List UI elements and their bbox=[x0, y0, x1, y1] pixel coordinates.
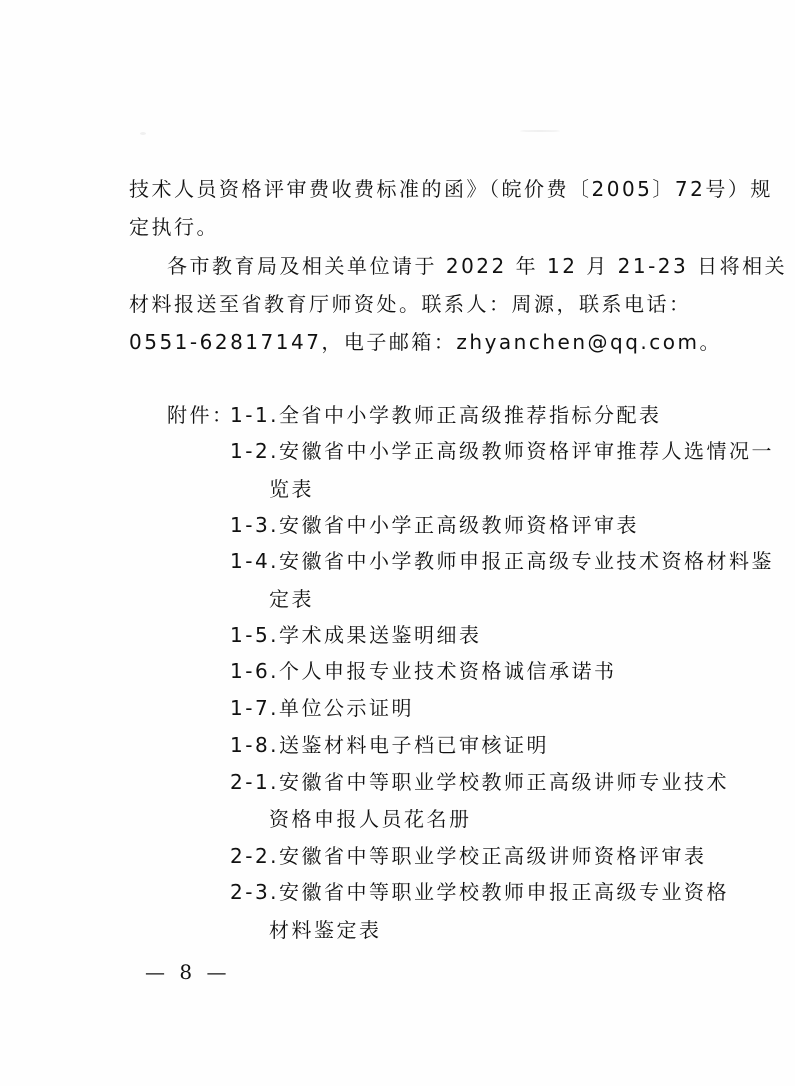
attachment-item-continuation: 览表 bbox=[269, 477, 314, 501]
attachment-item-continuation: 资格申报人员花名册 bbox=[269, 807, 472, 831]
attachment-item: 1-5.学术成果送鉴明细表 bbox=[230, 623, 482, 647]
scan-artifact bbox=[140, 132, 146, 135]
attachment-item-continuation: 定表 bbox=[269, 587, 314, 611]
attachments-label: 附件： bbox=[167, 403, 235, 427]
attachment-item: 2-2.安徽省中等职业学校正高级讲师资格评审表 bbox=[230, 844, 707, 868]
attachment-item: 1-1.全省中小学教师正高级推荐指标分配表 bbox=[230, 403, 662, 427]
paragraph-2-line-1: 各市教育局及相关单位请于 2022 年 12 月 21-23 日将相关 bbox=[167, 254, 788, 278]
paragraph-2-line-2: 材料报送至省教育厅师资处。联系人：周源，联系电话： bbox=[129, 292, 692, 316]
attachment-item: 2-3.安徽省中等职业学校教师申报正高级专业资格 bbox=[230, 880, 730, 904]
attachment-item: 2-1.安徽省中等职业学校教师正高级讲师专业技术 bbox=[230, 770, 730, 794]
attachment-item: 1-4.安徽省中小学教师申报正高级专业技术资格材料鉴 bbox=[230, 549, 775, 573]
attachment-item: 1-3.安徽省中小学正高级教师资格评审表 bbox=[230, 513, 640, 537]
attachment-item: 1-6.个人申报专业技术资格诚信承诺书 bbox=[230, 659, 617, 683]
attachment-item: 1-8.送鉴材料电子档已审核证明 bbox=[230, 733, 550, 757]
paragraph-1-line-2: 定执行。 bbox=[129, 215, 219, 239]
scan-artifact bbox=[520, 130, 560, 132]
attachment-item: 1-7.单位公示证明 bbox=[230, 696, 415, 720]
attachment-item: 1-2.安徽省中小学正高级教师资格评审推荐人选情况一 bbox=[230, 439, 775, 463]
paragraph-1-line-1: 技术人员资格评审费收费标准的函》（皖价费〔2005〕72号）规 bbox=[129, 177, 773, 201]
paragraph-2-line-3: 0551-62817147，电子邮箱：zhyanchen@qq.com。 bbox=[129, 330, 722, 354]
page-number: — 8 — bbox=[145, 960, 231, 984]
attachment-item-continuation: 材料鉴定表 bbox=[269, 918, 382, 942]
